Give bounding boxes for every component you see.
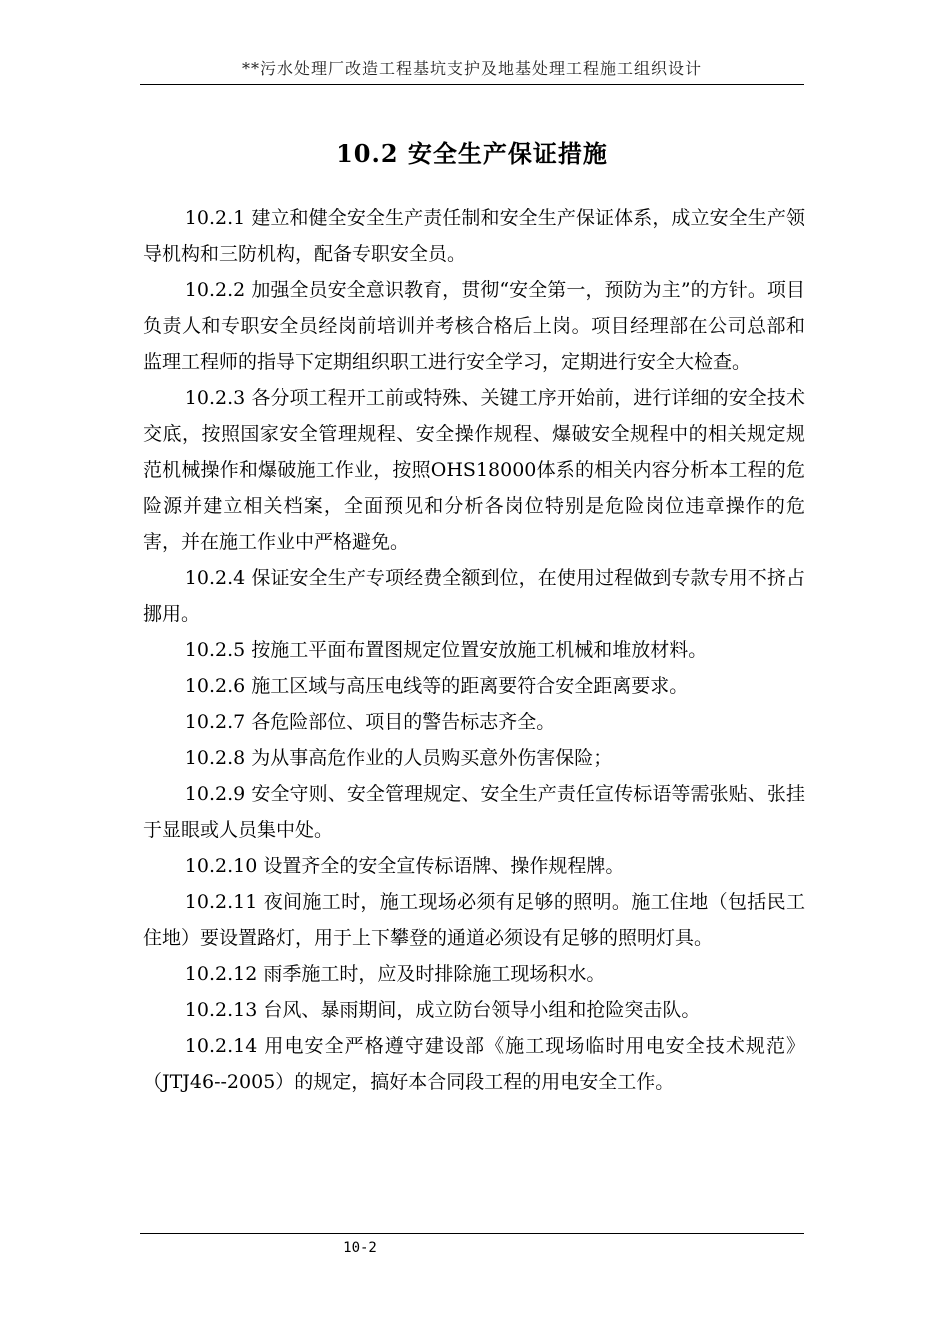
paragraph-10-2-11: 10.2.11 夜间施工时，施工现场必须有足够的照明。施工住地（包括民工住地）要设置路灯，用于上下攀登的通道必须设有足够的照明灯具。: [143, 891, 805, 949]
paragraph-10-2-14: 10.2.14 用电安全严格遵守建设部《施工现场临时用电安全技术规范》（JTJ46--2005）的规定，搞好本合同段工程的用电安全工作。: [143, 1035, 805, 1093]
page-header: **污水处理厂改造工程基坑支护及地基处理工程施工组织设计: [241, 59, 702, 78]
paragraph-10-2-13: 10.2.13 台风、暴雨期间，成立防台领导小组和抢险突击队。: [184, 999, 701, 1021]
paragraph-10-2-3: 10.2.3 各分项工程开工前或特殊、关键工序开始前，进行详细的安全技术交底，按照国家安全管理规程、安全操作规程、爆破安全规程中的相关规定规范机械操作和爆破施工作业，按照OHS18000体系的相关内容分析本工程的危险源并建立相关档案，全面预见和分析各岗位特别是危险岗位违章操作的危害，并在施工作业中严格避免。: [143, 387, 805, 553]
paragraph-10-2-1: 10.2.1 建立和健全安全生产责任制和安全生产保证体系，成立安全生产领导机构和三防机构，配备专职安全员。: [143, 207, 805, 265]
paragraph-10-2-7: 10.2.7 各危险部位、项目的警告标志齐全。: [184, 711, 556, 733]
paragraph-10-2-5: 10.2.5 按施工平面布置图规定位置安放施工机械和堆放材料。: [184, 639, 708, 661]
paragraph-10-2-10: 10.2.10 设置齐全的安全宣传标语牌、操作规程牌。: [184, 855, 625, 877]
section-title: 10.2 安全生产保证措施: [336, 139, 608, 168]
page-number: 10-2: [343, 1240, 377, 1256]
paragraph-10-2-12: 10.2.12 雨季施工时，应及时排除施工现场积水。: [184, 963, 606, 985]
paragraph-10-2-4: 10.2.4 保证安全生产专项经费全额到位，在使用过程做到专款专用不挤占挪用。: [143, 567, 805, 625]
header-divider: [140, 84, 804, 85]
document-body: [143, 200, 805, 1100]
paragraph-10-2-9: 10.2.9 安全守则、安全管理规定、安全生产责任宣传标语等需张贴、张挂于显眼或人员集中处。: [143, 783, 805, 841]
paragraph-10-2-8: 10.2.8 为从事高危作业的人员购买意外伤害保险；: [184, 747, 613, 769]
paragraph-10-2-2: 10.2.2 加强全员安全意识教育，贯彻“安全第一，预防为主”的方针。项目负责人和专职安全员经岗前培训并考核合格后上岗。项目经理部在公司总部和监理工程师的指导下定期组织职工进行安全学习，定期进行安全大检查。: [143, 279, 805, 373]
footer-divider: [140, 1233, 804, 1234]
paragraph-10-2-6: 10.2.6 施工区域与高压电线等的距离要符合安全距离要求。: [184, 675, 689, 697]
